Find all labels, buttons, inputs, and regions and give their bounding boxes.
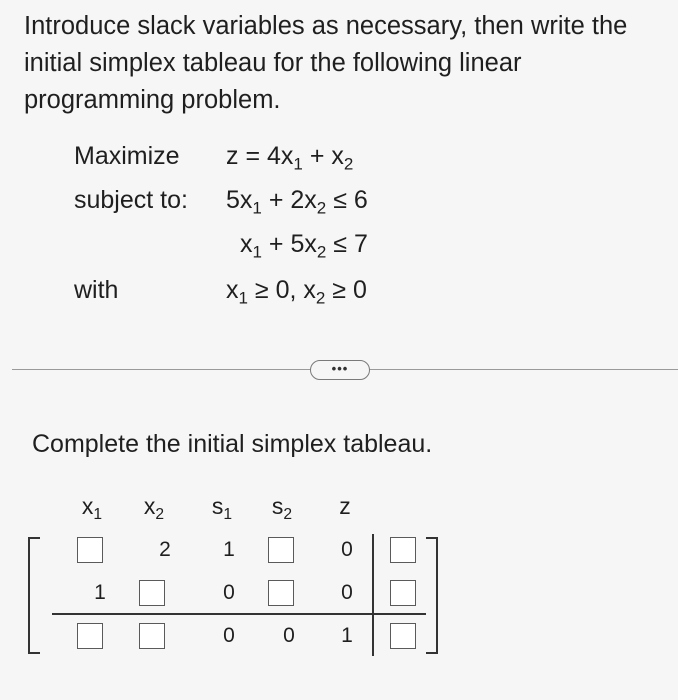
cell-r2-s1: 0 [223, 581, 235, 604]
with-label: with [74, 276, 119, 304]
input-r2-rhs[interactable] [390, 580, 416, 606]
column-header-s2: $s_2$ [271, 493, 293, 523]
column-header-s1: $s_1$ [211, 493, 233, 523]
constraint-2: $x_1 + 5x_2 \le 7$ [240, 230, 368, 262]
cell-r3-z: 1 [341, 624, 353, 647]
cell-r2-x1: 1 [94, 581, 106, 604]
input-r2-x2[interactable] [139, 580, 165, 606]
input-r1-x1[interactable] [77, 537, 103, 563]
tableau-prompt: Complete the initial simplex tableau. [32, 430, 433, 458]
subject-to-label: subject to: [74, 186, 188, 214]
cell-r1-z: 0 [341, 538, 353, 561]
column-header-x2: $x_2$ [143, 493, 165, 523]
nonnegativity-constraints: $x_1 \ge 0$, $x_2 \ge 0$ [226, 276, 367, 308]
constraint-1: $5x_1 + 2x_2 \le 6$ [226, 186, 368, 218]
cell-r3-s2: 0 [283, 624, 295, 647]
column-header-x1: $x_1$ [81, 493, 103, 523]
input-r2-s2[interactable] [268, 580, 294, 606]
objective-function: $z = 4x_1 + x_2$ [226, 142, 354, 174]
cell-r1-x2: 2 [159, 538, 171, 561]
input-r3-rhs[interactable] [390, 623, 416, 649]
matrix-left-bracket [28, 537, 40, 654]
column-header-z: z [339, 493, 351, 519]
input-r3-x1[interactable] [77, 623, 103, 649]
cell-r1-s1: 1 [223, 538, 235, 561]
cell-r2-z: 0 [341, 581, 353, 604]
problem-instructions: Introduce slack variables as necessary, then write the initial simplex tableau for the following linear programming problem. [24, 12, 628, 114]
tableau-objective-separator [52, 613, 426, 615]
tableau-rhs-separator [372, 534, 374, 656]
input-r1-s2[interactable] [268, 537, 294, 563]
input-r3-x2[interactable] [139, 623, 165, 649]
show-more-button[interactable]: ••• [310, 360, 370, 380]
cell-r3-s1: 0 [223, 624, 235, 647]
matrix-right-bracket [426, 537, 438, 654]
maximize-label: Maximize [74, 142, 180, 170]
input-r1-rhs[interactable] [390, 537, 416, 563]
